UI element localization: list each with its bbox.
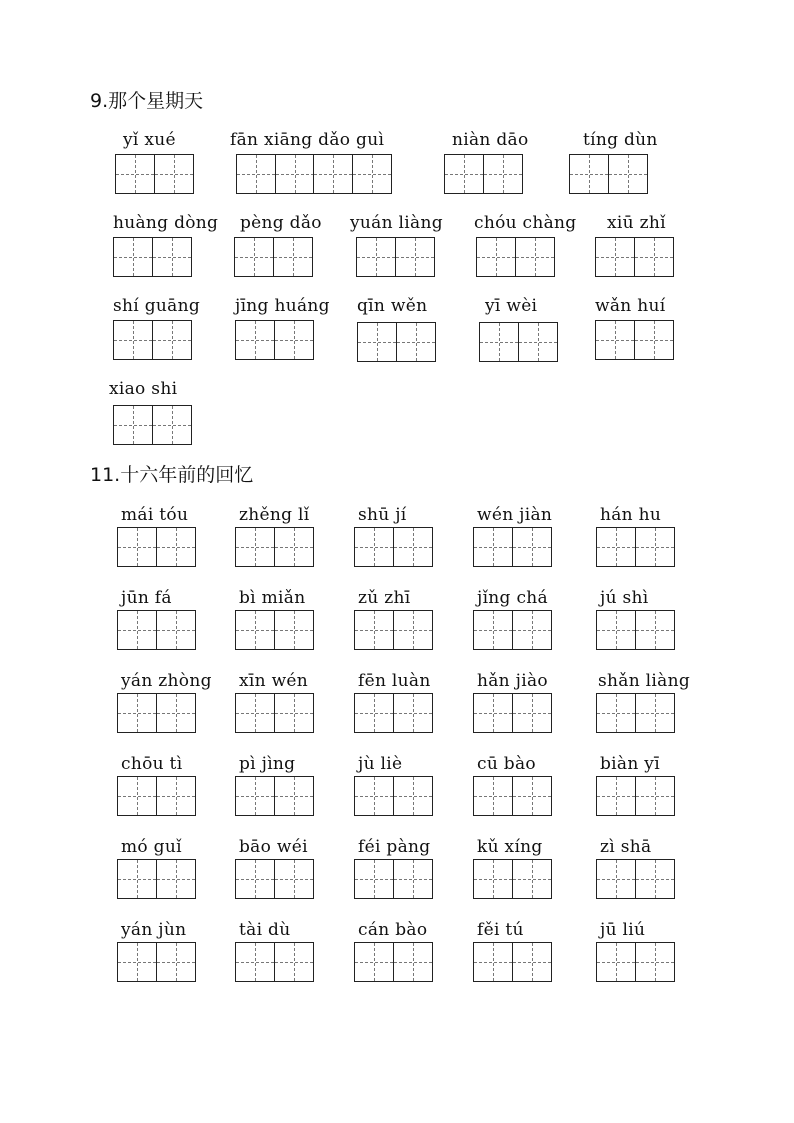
pinyin-label: bāo wéi	[239, 837, 308, 857]
writing-grid	[234, 237, 311, 277]
pinyin-label: yán zhòng	[121, 671, 212, 691]
tianzi-cell[interactable]	[595, 237, 635, 277]
tianzi-cell[interactable]	[473, 693, 513, 733]
pinyin-label: bì miǎn	[239, 588, 306, 608]
tianzi-cell[interactable]	[275, 154, 315, 194]
tianzi-cell[interactable]	[156, 776, 196, 816]
writing-grid	[235, 610, 312, 650]
tianzi-cell[interactable]	[483, 154, 523, 194]
tianzi-cell[interactable]	[274, 776, 314, 816]
tianzi-cell[interactable]	[274, 610, 314, 650]
tianzi-cell[interactable]	[156, 610, 196, 650]
writing-grid	[235, 942, 312, 982]
pinyin-label: jǐng chá	[477, 588, 548, 608]
tianzi-cell[interactable]	[235, 942, 275, 982]
pinyin-label: pèng dǎo	[240, 213, 322, 233]
writing-grid	[479, 322, 556, 362]
writing-grid	[596, 859, 673, 899]
pinyin-label: zǔ zhī	[358, 588, 411, 608]
writing-grid	[473, 610, 550, 650]
tianzi-cell[interactable]	[393, 610, 433, 650]
tianzi-cell[interactable]	[518, 322, 558, 362]
tianzi-cell[interactable]	[117, 527, 157, 567]
pinyin-label: cū bào	[477, 754, 536, 774]
tianzi-cell[interactable]	[596, 776, 636, 816]
writing-grid	[596, 610, 673, 650]
writing-grid	[117, 693, 194, 733]
tianzi-cell[interactable]	[634, 320, 674, 360]
tianzi-cell[interactable]	[393, 693, 433, 733]
tianzi-cell[interactable]	[395, 237, 435, 277]
writing-grid	[117, 610, 194, 650]
tianzi-cell[interactable]	[473, 942, 513, 982]
tianzi-cell[interactable]	[274, 527, 314, 567]
pinyin-label: mó guǐ	[121, 837, 182, 857]
tianzi-cell[interactable]	[113, 405, 153, 445]
tianzi-cell[interactable]	[117, 942, 157, 982]
writing-grid	[473, 527, 550, 567]
tianzi-cell[interactable]	[515, 237, 555, 277]
pinyin-label: wén jiàn	[477, 505, 553, 525]
pinyin-label: yǐ xué	[123, 130, 176, 150]
tianzi-cell[interactable]	[357, 322, 397, 362]
writing-grid	[117, 776, 194, 816]
tianzi-cell[interactable]	[473, 527, 513, 567]
tianzi-cell[interactable]	[274, 859, 314, 899]
tianzi-cell[interactable]	[117, 693, 157, 733]
pinyin-label: fān xiāng dǎo guì	[230, 130, 385, 150]
pinyin-label: chóu chàng	[474, 213, 577, 233]
tianzi-cell[interactable]	[354, 527, 394, 567]
tianzi-cell[interactable]	[113, 237, 153, 277]
pinyin-label: jū liú	[600, 920, 646, 940]
tianzi-cell[interactable]	[235, 859, 275, 899]
writing-grid	[473, 776, 550, 816]
tianzi-cell[interactable]	[596, 942, 636, 982]
tianzi-cell[interactable]	[476, 237, 516, 277]
writing-grid	[113, 405, 190, 445]
pinyin-label: qīn wěn	[357, 296, 428, 316]
pinyin-label: jīng huáng	[235, 296, 330, 316]
tianzi-cell[interactable]	[354, 776, 394, 816]
tianzi-cell[interactable]	[635, 859, 675, 899]
writing-grid	[596, 693, 673, 733]
pinyin-label: yī wèi	[485, 296, 538, 316]
pinyin-label: tíng dùn	[583, 130, 658, 150]
tianzi-cell[interactable]	[596, 610, 636, 650]
tianzi-cell[interactable]	[393, 527, 433, 567]
tianzi-cell[interactable]	[273, 237, 313, 277]
writing-grid	[476, 237, 553, 277]
tianzi-cell[interactable]	[117, 776, 157, 816]
tianzi-cell[interactable]	[115, 154, 155, 194]
tianzi-cell[interactable]	[156, 527, 196, 567]
writing-grid	[356, 237, 433, 277]
tianzi-cell[interactable]	[354, 693, 394, 733]
tianzi-cell[interactable]	[274, 320, 314, 360]
tianzi-cell[interactable]	[113, 320, 153, 360]
writing-grid	[235, 527, 312, 567]
writing-grid	[117, 527, 194, 567]
tianzi-cell[interactable]	[393, 942, 433, 982]
writing-grid	[235, 776, 312, 816]
pinyin-label: wǎn huí	[595, 296, 666, 316]
writing-grid	[596, 527, 673, 567]
pinyin-label: cán bào	[358, 920, 428, 940]
tianzi-cell[interactable]	[152, 405, 192, 445]
tianzi-cell[interactable]	[354, 942, 394, 982]
writing-grid	[444, 154, 521, 194]
tianzi-cell[interactable]	[356, 237, 396, 277]
writing-grid	[357, 322, 434, 362]
tianzi-cell[interactable]	[473, 859, 513, 899]
pinyin-label: xīn wén	[239, 671, 309, 691]
writing-grid	[354, 776, 431, 816]
tianzi-cell[interactable]	[479, 322, 519, 362]
tianzi-cell[interactable]	[635, 776, 675, 816]
writing-grid	[354, 610, 431, 650]
writing-grid	[596, 776, 673, 816]
tianzi-cell[interactable]	[354, 610, 394, 650]
writing-grid	[117, 859, 194, 899]
writing-grid	[235, 320, 312, 360]
pinyin-label: kǔ xíng	[477, 837, 543, 857]
writing-grid	[236, 154, 391, 194]
tianzi-cell[interactable]	[235, 776, 275, 816]
pinyin-label: jūn fá	[121, 588, 172, 608]
tianzi-cell[interactable]	[274, 942, 314, 982]
section-9-title: 9.那个星期天	[90, 90, 204, 112]
section-11-title: 11.十六年前的回忆	[90, 464, 254, 486]
tianzi-cell[interactable]	[117, 859, 157, 899]
pinyin-label: zì shā	[600, 837, 652, 857]
pinyin-label: pì jìng	[239, 754, 296, 774]
tianzi-cell[interactable]	[235, 693, 275, 733]
tianzi-cell[interactable]	[313, 154, 353, 194]
tianzi-cell[interactable]	[569, 154, 609, 194]
pinyin-label: fēn luàn	[358, 671, 431, 691]
pinyin-label: féi pàng	[358, 837, 431, 857]
tianzi-cell[interactable]	[635, 942, 675, 982]
pinyin-label: huàng dòng	[113, 213, 219, 233]
tianzi-cell[interactable]	[393, 859, 433, 899]
pinyin-label: yuán liàng	[350, 213, 443, 233]
pinyin-label: shǎn liàng	[598, 671, 691, 691]
tianzi-cell[interactable]	[512, 942, 552, 982]
writing-grid	[473, 942, 550, 982]
pinyin-label: niàn dāo	[452, 130, 529, 150]
tianzi-cell[interactable]	[154, 154, 194, 194]
writing-grid	[113, 320, 190, 360]
tianzi-cell[interactable]	[608, 154, 648, 194]
pinyin-label: tài dù	[239, 920, 291, 940]
tianzi-cell[interactable]	[473, 610, 513, 650]
writing-grid	[595, 320, 672, 360]
tianzi-cell[interactable]	[512, 527, 552, 567]
tianzi-cell[interactable]	[274, 693, 314, 733]
tianzi-cell[interactable]	[235, 320, 275, 360]
pinyin-label: mái tóu	[121, 505, 189, 525]
tianzi-cell[interactable]	[635, 610, 675, 650]
tianzi-cell[interactable]	[235, 527, 275, 567]
writing-grid	[117, 942, 194, 982]
writing-grid	[473, 693, 550, 733]
tianzi-cell[interactable]	[596, 527, 636, 567]
tianzi-cell[interactable]	[152, 237, 192, 277]
pinyin-label: xiū zhǐ	[607, 213, 666, 233]
pinyin-label: shí guāng	[113, 296, 201, 316]
pinyin-label: yán jùn	[121, 920, 187, 940]
tianzi-cell[interactable]	[396, 322, 436, 362]
writing-grid	[354, 693, 431, 733]
tianzi-cell[interactable]	[156, 693, 196, 733]
writing-grid	[595, 237, 672, 277]
tianzi-cell[interactable]	[512, 776, 552, 816]
tianzi-cell[interactable]	[444, 154, 484, 194]
writing-grid	[354, 942, 431, 982]
pinyin-label: hǎn jiào	[477, 671, 548, 691]
tianzi-cell[interactable]	[117, 610, 157, 650]
pinyin-label: biàn yī	[600, 754, 660, 774]
tianzi-cell[interactable]	[595, 320, 635, 360]
writing-grid	[354, 527, 431, 567]
tianzi-cell[interactable]	[352, 154, 392, 194]
writing-grid	[473, 859, 550, 899]
pinyin-label: zhěng lǐ	[239, 505, 310, 525]
tianzi-cell[interactable]	[354, 859, 394, 899]
pinyin-label: jú shì	[600, 588, 649, 608]
tianzi-cell[interactable]	[152, 320, 192, 360]
tianzi-cell[interactable]	[634, 237, 674, 277]
pinyin-label: hán hu	[600, 505, 662, 525]
pinyin-label: chōu tì	[121, 754, 183, 774]
writing-grid	[569, 154, 646, 194]
tianzi-cell[interactable]	[596, 859, 636, 899]
tianzi-cell[interactable]	[473, 776, 513, 816]
writing-grid	[113, 237, 190, 277]
writing-grid	[354, 859, 431, 899]
tianzi-cell[interactable]	[156, 942, 196, 982]
tianzi-cell[interactable]	[156, 859, 196, 899]
tianzi-cell[interactable]	[635, 527, 675, 567]
tianzi-cell[interactable]	[234, 237, 274, 277]
tianzi-cell[interactable]	[512, 610, 552, 650]
tianzi-cell[interactable]	[512, 859, 552, 899]
tianzi-cell[interactable]	[393, 776, 433, 816]
writing-grid	[115, 154, 192, 194]
tianzi-cell[interactable]	[596, 693, 636, 733]
tianzi-cell[interactable]	[235, 610, 275, 650]
pinyin-label: xiao shi	[109, 379, 178, 399]
pinyin-label: fěi tú	[477, 920, 524, 940]
writing-grid	[235, 859, 312, 899]
tianzi-cell[interactable]	[236, 154, 276, 194]
pinyin-label: jù liè	[358, 754, 403, 774]
writing-grid	[596, 942, 673, 982]
writing-grid	[235, 693, 312, 733]
pinyin-label: shū jí	[358, 505, 407, 525]
tianzi-cell[interactable]	[635, 693, 675, 733]
tianzi-cell[interactable]	[512, 693, 552, 733]
